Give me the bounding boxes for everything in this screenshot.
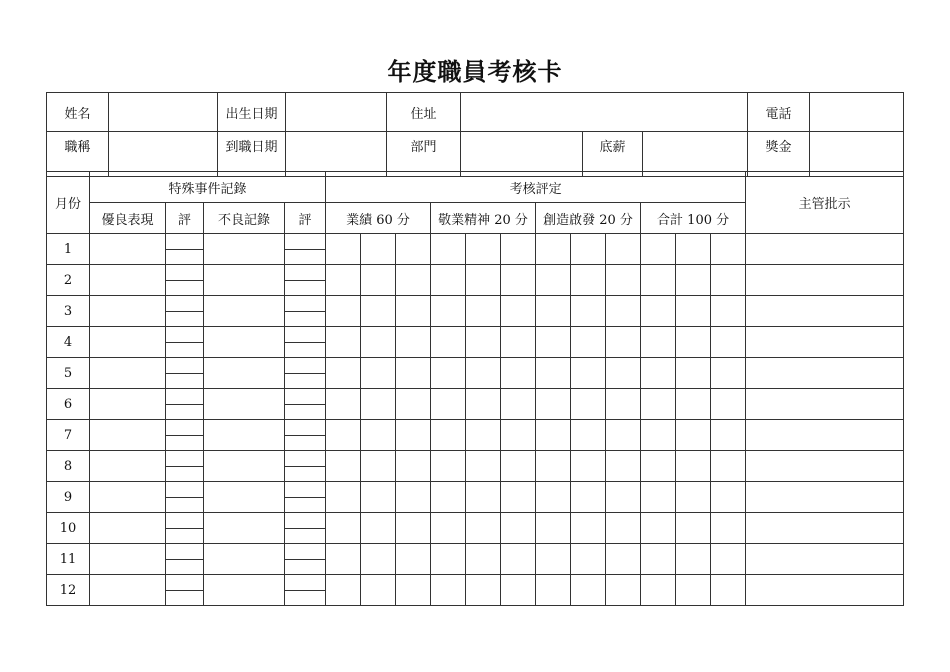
assessment-score-cell[interactable] (606, 482, 641, 513)
assessment-score-cell[interactable] (396, 482, 431, 513)
supervisor-comment-cell[interactable] (746, 575, 904, 606)
supervisor-comment-cell[interactable] (746, 358, 904, 389)
assessment-score-cell[interactable] (676, 420, 711, 451)
assessment-score-cell[interactable] (676, 482, 711, 513)
assessment-score-cell[interactable] (361, 234, 396, 265)
assessment-score-cell[interactable] (501, 451, 536, 482)
assessment-score-cell[interactable] (466, 389, 501, 420)
bad-score-cell[interactable] (285, 544, 326, 575)
supervisor-comment-cell[interactable] (746, 265, 904, 296)
assessment-score-cell[interactable] (711, 265, 746, 296)
assessment-score-cell[interactable] (396, 389, 431, 420)
assessment-score-cell[interactable] (536, 544, 571, 575)
assessment-score-cell[interactable] (326, 358, 361, 389)
assessment-score-cell[interactable] (536, 296, 571, 327)
table-row (47, 544, 904, 575)
bonus-label: 獎金 (748, 132, 810, 177)
assessment-score-cell[interactable] (431, 544, 466, 575)
assessment-score-cell[interactable] (641, 327, 676, 358)
supervisor-comment-cell[interactable] (746, 451, 904, 482)
excellent-performance-cell[interactable] (90, 451, 166, 482)
assessment-score-cell[interactable] (606, 265, 641, 296)
assessment-score-cell[interactable] (711, 420, 746, 451)
salary-label: 底薪 (583, 132, 643, 177)
department-label: 部門 (387, 132, 461, 177)
month-label: 8 (47, 451, 90, 482)
assessment-score-cell[interactable] (501, 327, 536, 358)
assessment-score-cell[interactable] (676, 234, 711, 265)
assessment-score-cell[interactable] (676, 389, 711, 420)
bad-record-cell[interactable] (204, 234, 285, 265)
supervisor-comment-cell[interactable] (746, 482, 904, 513)
assessment-score-cell[interactable] (361, 544, 396, 575)
assessment-score-cell[interactable] (396, 265, 431, 296)
supervisor-comment-cell[interactable] (746, 296, 904, 327)
bad-record-cell[interactable] (204, 451, 285, 482)
excellent-performance-cell[interactable] (90, 513, 166, 544)
dedication-header: 敬業精神 20 分 (431, 203, 536, 234)
assessment-score-cell[interactable] (571, 482, 606, 513)
assessment-score-cell[interactable] (711, 575, 746, 606)
bad-score-cell[interactable] (285, 420, 326, 451)
assessment-score-cell[interactable] (536, 420, 571, 451)
month-header: 月份 (47, 172, 90, 234)
assessment-score-cell[interactable] (466, 451, 501, 482)
assessment-score-cell[interactable] (501, 296, 536, 327)
supervisor-comment-cell[interactable] (746, 327, 904, 358)
assessment-score-cell[interactable] (431, 420, 466, 451)
assessment-score-cell[interactable] (676, 358, 711, 389)
special-events-header: 特殊事件記錄 (90, 172, 326, 203)
excellent-score-cell[interactable] (166, 327, 204, 358)
table-row (47, 420, 904, 451)
bad-score-cell[interactable] (285, 296, 326, 327)
assessment-score-cell[interactable] (466, 513, 501, 544)
assessment-score-cell[interactable] (606, 389, 641, 420)
assessment-score-cell[interactable] (676, 575, 711, 606)
salary-field[interactable] (643, 132, 748, 177)
assessment-score-cell[interactable] (606, 451, 641, 482)
assessment-score-cell[interactable] (641, 296, 676, 327)
assessment-score-cell[interactable] (326, 451, 361, 482)
assessment-score-cell[interactable] (641, 544, 676, 575)
bad-record-cell[interactable] (204, 513, 285, 544)
bad-score-cell[interactable] (285, 513, 326, 544)
assessment-score-cell[interactable] (641, 420, 676, 451)
department-field[interactable] (461, 132, 583, 177)
table-row (47, 513, 904, 544)
excellent-performance-cell[interactable] (90, 389, 166, 420)
assessment-score-cell[interactable] (466, 482, 501, 513)
excellent-performance-cell[interactable] (90, 358, 166, 389)
assessment-score-cell[interactable] (711, 544, 746, 575)
month-label: 1 (47, 234, 90, 265)
assessment-score-cell[interactable] (571, 575, 606, 606)
bad-record-cell[interactable] (204, 389, 285, 420)
bad-score-cell[interactable] (285, 234, 326, 265)
excellent-score-cell[interactable] (166, 234, 204, 265)
assessment-score-cell[interactable] (501, 265, 536, 296)
month-label: 12 (47, 575, 90, 606)
assessment-score-cell[interactable] (641, 482, 676, 513)
table-row (47, 296, 904, 327)
assessment-score-cell[interactable] (466, 265, 501, 296)
assessment-score-cell[interactable] (326, 265, 361, 296)
excellent-score-cell[interactable] (166, 451, 204, 482)
assessment-score-cell[interactable] (606, 544, 641, 575)
assessment-score-cell[interactable] (676, 544, 711, 575)
table-row (47, 575, 904, 606)
assessment-score-cell[interactable] (571, 451, 606, 482)
bad-score-cell[interactable] (285, 327, 326, 358)
assessment-score-cell[interactable] (466, 575, 501, 606)
assessment-score-cell[interactable] (501, 234, 536, 265)
assessment-score-cell[interactable] (571, 327, 606, 358)
month-label: 4 (47, 327, 90, 358)
assessment-score-cell[interactable] (361, 420, 396, 451)
bad-record-cell[interactable] (204, 265, 285, 296)
assessment-score-cell[interactable] (361, 389, 396, 420)
excellent-performance-cell[interactable] (90, 296, 166, 327)
assessment-score-cell[interactable] (396, 296, 431, 327)
assessment-score-cell[interactable] (466, 544, 501, 575)
assessment-score-cell[interactable] (606, 296, 641, 327)
excellent-performance-cell[interactable] (90, 420, 166, 451)
assessment-score-cell[interactable] (501, 358, 536, 389)
assessment-score-cell[interactable] (326, 327, 361, 358)
assessment-score-cell[interactable] (606, 358, 641, 389)
total-header: 合計 100 分 (641, 203, 746, 234)
excellent-performance-cell[interactable] (90, 265, 166, 296)
hire-date-label: 到職日期 (218, 132, 286, 177)
assessment-score-cell[interactable] (501, 513, 536, 544)
assessment-score-cell[interactable] (571, 420, 606, 451)
address-label: 住址 (387, 93, 461, 132)
assessment-score-cell[interactable] (536, 482, 571, 513)
assessment-score-cell[interactable] (711, 327, 746, 358)
assessment-score-cell[interactable] (606, 420, 641, 451)
excellent-performance-header: 優良表現 (90, 203, 166, 234)
assessment-score-cell[interactable] (641, 389, 676, 420)
bad-score-cell[interactable] (285, 265, 326, 296)
assessment-score-cell[interactable] (501, 389, 536, 420)
assessment-score-cell[interactable] (536, 575, 571, 606)
excellent-performance-cell[interactable] (90, 327, 166, 358)
month-label: 3 (47, 296, 90, 327)
assessment-score-cell[interactable] (501, 544, 536, 575)
assessment-score-cell[interactable] (641, 358, 676, 389)
assessment-score-cell[interactable] (361, 265, 396, 296)
assessment-score-cell[interactable] (361, 451, 396, 482)
assessment-score-cell[interactable] (361, 482, 396, 513)
assessment-score-cell[interactable] (326, 513, 361, 544)
assessment-score-cell[interactable] (501, 420, 536, 451)
assessment-score-cell[interactable] (361, 358, 396, 389)
assessment-score-cell[interactable] (396, 358, 431, 389)
excellent-score-cell[interactable] (166, 358, 204, 389)
bad-record-header: 不良記錄 (204, 203, 285, 234)
assessment-score-cell[interactable] (326, 575, 361, 606)
table-row (47, 389, 904, 420)
bad-record-cell[interactable] (204, 544, 285, 575)
assessment-score-cell[interactable] (396, 420, 431, 451)
assessment-score-cell[interactable] (326, 544, 361, 575)
assessment-score-cell[interactable] (466, 420, 501, 451)
assessment-score-cell[interactable] (326, 296, 361, 327)
supervisor-comment-cell[interactable] (746, 389, 904, 420)
assessment-score-cell[interactable] (571, 296, 606, 327)
excellent-score-cell[interactable] (166, 544, 204, 575)
assessment-score-cell[interactable] (711, 389, 746, 420)
assessment-score-cell[interactable] (361, 296, 396, 327)
assessment-score-cell[interactable] (536, 234, 571, 265)
name-label: 姓名 (47, 93, 109, 132)
month-label: 10 (47, 513, 90, 544)
assessment-score-cell[interactable] (606, 327, 641, 358)
supervisor-comments-header: 主管批示 (746, 172, 904, 234)
assessment-score-cell[interactable] (431, 234, 466, 265)
supervisor-comment-cell[interactable] (746, 513, 904, 544)
assessment-score-cell[interactable] (571, 544, 606, 575)
performance-header: 業績 60 分 (326, 203, 431, 234)
month-label: 7 (47, 420, 90, 451)
birth-date-label: 出生日期 (218, 93, 286, 132)
employee-info-table (46, 92, 904, 177)
assessment-score-cell[interactable] (326, 234, 361, 265)
assessment-score-cell[interactable] (641, 451, 676, 482)
assessment-score-cell[interactable] (361, 575, 396, 606)
name-field[interactable] (109, 93, 218, 132)
excellent-score-cell[interactable] (166, 389, 204, 420)
assessment-score-cell[interactable] (711, 451, 746, 482)
position-field[interactable] (109, 132, 218, 177)
assessment-score-cell[interactable] (711, 234, 746, 265)
month-label: 5 (47, 358, 90, 389)
assessment-score-cell[interactable] (431, 327, 466, 358)
creativity-header: 創造啟發 20 分 (536, 203, 641, 234)
assessment-score-cell[interactable] (536, 358, 571, 389)
supervisor-comment-cell[interactable] (746, 234, 904, 265)
evaluation-table (46, 171, 904, 606)
assessment-score-cell[interactable] (711, 358, 746, 389)
assessment-score-cell[interactable] (641, 234, 676, 265)
assessment-score-cell[interactable] (396, 451, 431, 482)
assessment-score-cell[interactable] (606, 575, 641, 606)
assessment-score-cell[interactable] (431, 451, 466, 482)
bad-record-cell[interactable] (204, 482, 285, 513)
table-row (47, 265, 904, 296)
bad-score-cell[interactable] (285, 358, 326, 389)
assessment-score-cell[interactable] (501, 575, 536, 606)
bad-score-cell[interactable] (285, 451, 326, 482)
assessment-score-cell[interactable] (326, 389, 361, 420)
month-label: 9 (47, 482, 90, 513)
assessment-score-cell[interactable] (431, 265, 466, 296)
bad-score-cell[interactable] (285, 575, 326, 606)
excellent-score-cell[interactable] (166, 265, 204, 296)
excellent-performance-cell[interactable] (90, 482, 166, 513)
assessment-score-cell[interactable] (396, 327, 431, 358)
bad-score-cell[interactable] (285, 389, 326, 420)
assessment-score-cell[interactable] (501, 482, 536, 513)
assessment-score-cell[interactable] (466, 358, 501, 389)
excellent-performance-cell[interactable] (90, 544, 166, 575)
phone-field[interactable] (810, 93, 904, 132)
excellent-performance-cell[interactable] (90, 234, 166, 265)
bad-record-cell[interactable] (204, 358, 285, 389)
month-label: 2 (47, 265, 90, 296)
supervisor-comment-cell[interactable] (746, 420, 904, 451)
assessment-header: 考核評定 (326, 172, 746, 203)
assessment-score-cell[interactable] (676, 451, 711, 482)
excellent-score-cell[interactable] (166, 513, 204, 544)
supervisor-comment-cell[interactable] (746, 544, 904, 575)
assessment-score-cell[interactable] (641, 513, 676, 544)
hire-date-field[interactable] (286, 132, 387, 177)
assessment-score-cell[interactable] (571, 358, 606, 389)
assessment-score-cell[interactable] (361, 327, 396, 358)
assessment-score-cell[interactable] (361, 513, 396, 544)
assessment-score-cell[interactable] (676, 513, 711, 544)
month-label: 11 (47, 544, 90, 575)
assessment-score-cell[interactable] (536, 327, 571, 358)
assessment-score-cell[interactable] (431, 389, 466, 420)
assessment-score-cell[interactable] (326, 482, 361, 513)
table-row (47, 327, 904, 358)
assessment-score-cell[interactable] (536, 265, 571, 296)
assessment-score-cell[interactable] (326, 420, 361, 451)
bad-record-cell[interactable] (204, 575, 285, 606)
table-row (47, 358, 904, 389)
assessment-score-cell[interactable] (536, 389, 571, 420)
bad-score-cell[interactable] (285, 482, 326, 513)
assessment-score-cell[interactable] (396, 234, 431, 265)
assessment-score-cell[interactable] (396, 544, 431, 575)
excellent-score-header: 評 (166, 203, 204, 234)
assessment-score-cell[interactable] (466, 296, 501, 327)
bad-score-header: 評 (285, 203, 326, 234)
assessment-score-cell[interactable] (676, 265, 711, 296)
assessment-score-cell[interactable] (571, 389, 606, 420)
assessment-score-cell[interactable] (641, 265, 676, 296)
assessment-score-cell[interactable] (606, 513, 641, 544)
assessment-score-cell[interactable] (396, 575, 431, 606)
assessment-score-cell[interactable] (571, 265, 606, 296)
assessment-score-cell[interactable] (396, 513, 431, 544)
month-label: 6 (47, 389, 90, 420)
assessment-score-cell[interactable] (431, 513, 466, 544)
bad-record-cell[interactable] (204, 296, 285, 327)
assessment-score-cell[interactable] (431, 358, 466, 389)
table-row (47, 482, 904, 513)
excellent-score-cell[interactable] (166, 420, 204, 451)
assessment-score-cell[interactable] (571, 513, 606, 544)
assessment-score-cell[interactable] (536, 513, 571, 544)
assessment-score-cell[interactable] (606, 234, 641, 265)
assessment-score-cell[interactable] (711, 513, 746, 544)
page-title: 年度職員考核卡 (387, 58, 563, 86)
birth-date-field[interactable] (286, 93, 387, 132)
bad-record-cell[interactable] (204, 420, 285, 451)
excellent-score-cell[interactable] (166, 575, 204, 606)
assessment-score-cell[interactable] (641, 575, 676, 606)
assessment-score-cell[interactable] (536, 451, 571, 482)
assessment-score-cell[interactable] (571, 234, 606, 265)
bad-record-cell[interactable] (204, 327, 285, 358)
phone-label: 電話 (748, 93, 810, 132)
excellent-score-cell[interactable] (166, 296, 204, 327)
assessment-score-cell[interactable] (431, 575, 466, 606)
table-row (47, 234, 904, 265)
excellent-score-cell[interactable] (166, 482, 204, 513)
address-field[interactable] (461, 93, 748, 132)
excellent-performance-cell[interactable] (90, 575, 166, 606)
assessment-score-cell[interactable] (676, 296, 711, 327)
assessment-score-cell[interactable] (431, 296, 466, 327)
assessment-score-cell[interactable] (431, 482, 466, 513)
assessment-score-cell[interactable] (711, 296, 746, 327)
assessment-score-cell[interactable] (466, 327, 501, 358)
assessment-score-cell[interactable] (466, 234, 501, 265)
bonus-field[interactable] (810, 132, 904, 177)
table-row (47, 451, 904, 482)
position-label: 職稱 (47, 132, 109, 177)
assessment-score-cell[interactable] (676, 327, 711, 358)
assessment-score-cell[interactable] (711, 482, 746, 513)
